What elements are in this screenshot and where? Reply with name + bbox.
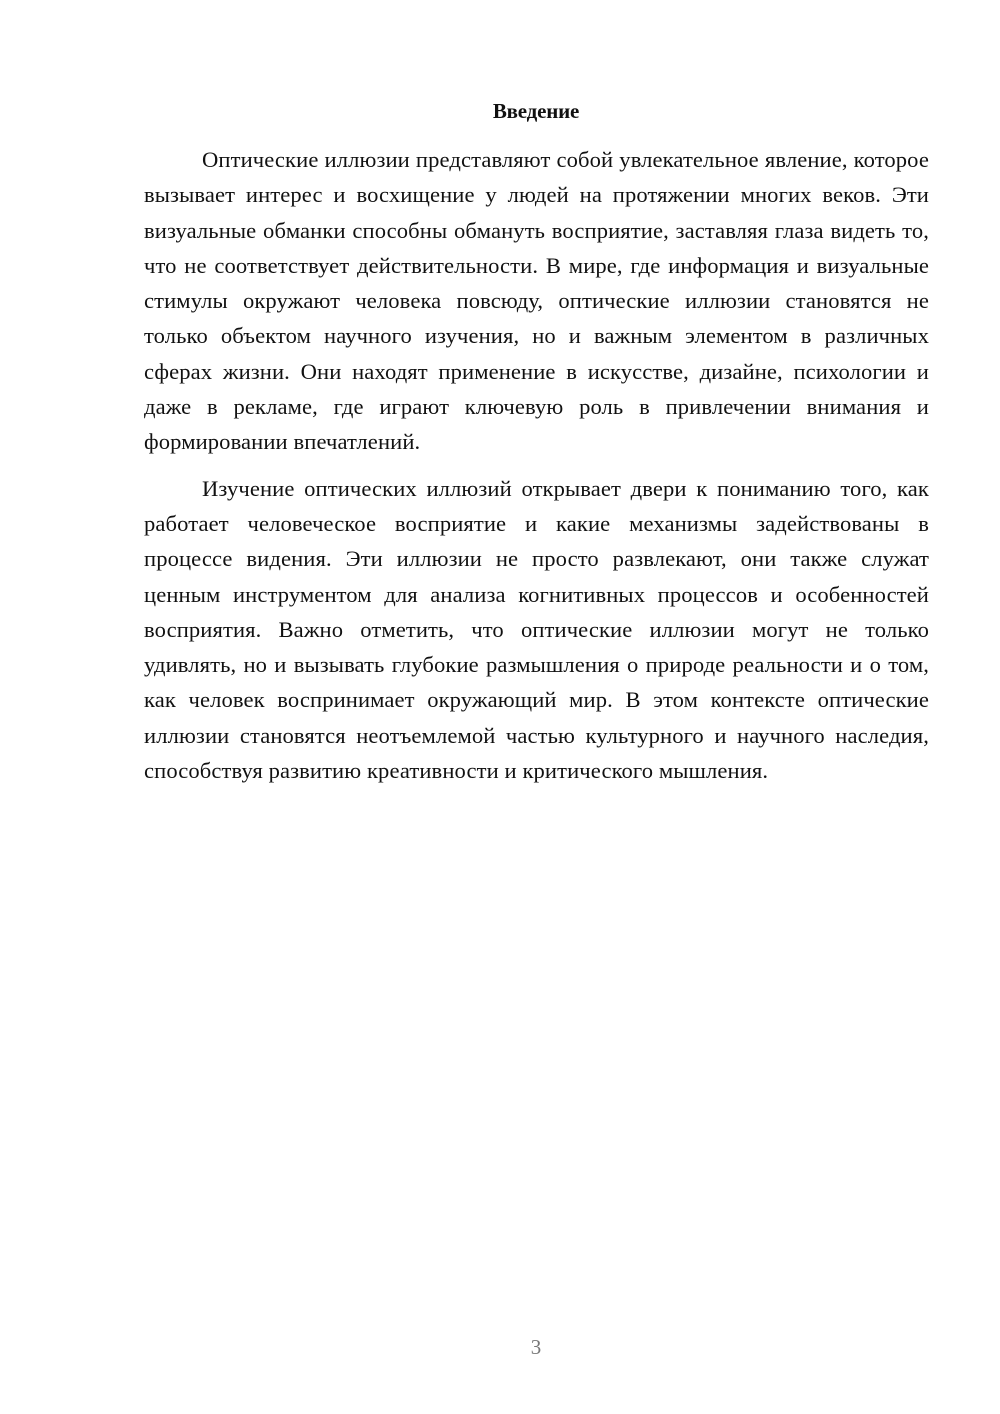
section-heading: Введение [492, 99, 580, 123]
paragraph-2: Изучение оптических иллюзий открывает двери к пониманию того, как работает человеческое восприятие и какие механизмы задействованы в процессе видения. Эти иллюзии не просто развлекают, они также служат ценным инструментом для анализа когнитивных процессов и особенностей восприятия. Важно отметить, что оптические иллюзии могут не только удивлять, но и вызывать глубокие размышления о природе реальности и о том, как человек воспринимает окружающий мир. В этом контексте оптические иллюзии становятся неотъемлемой частью культурного и научного наследия, способствуя развитию креативности и критического мышления. [144, 475, 929, 784]
paragraph-1: Оптические иллюзии представляют собой увлекательное явление, которое вызывает интерес и восхищение у людей на протяжении многих веков. Эти визуальные обманки способны обмануть восприятие, заставляя глаза видеть то, что не соответствует действительности. В мире, где информация и визуальные стимулы окружают человека повсюду, оптические иллюзии становятся не только объектом научного изучения, но и важным элементом в различных сферах жизни. Они находят применение в искусстве, дизайне, психологии и даже в рекламе, где играют ключевую роль в привлечении внимания и формировании впечатлений. [144, 147, 929, 455]
page-number: 3 [530, 1335, 542, 1359]
body-text [144, 142, 929, 788]
